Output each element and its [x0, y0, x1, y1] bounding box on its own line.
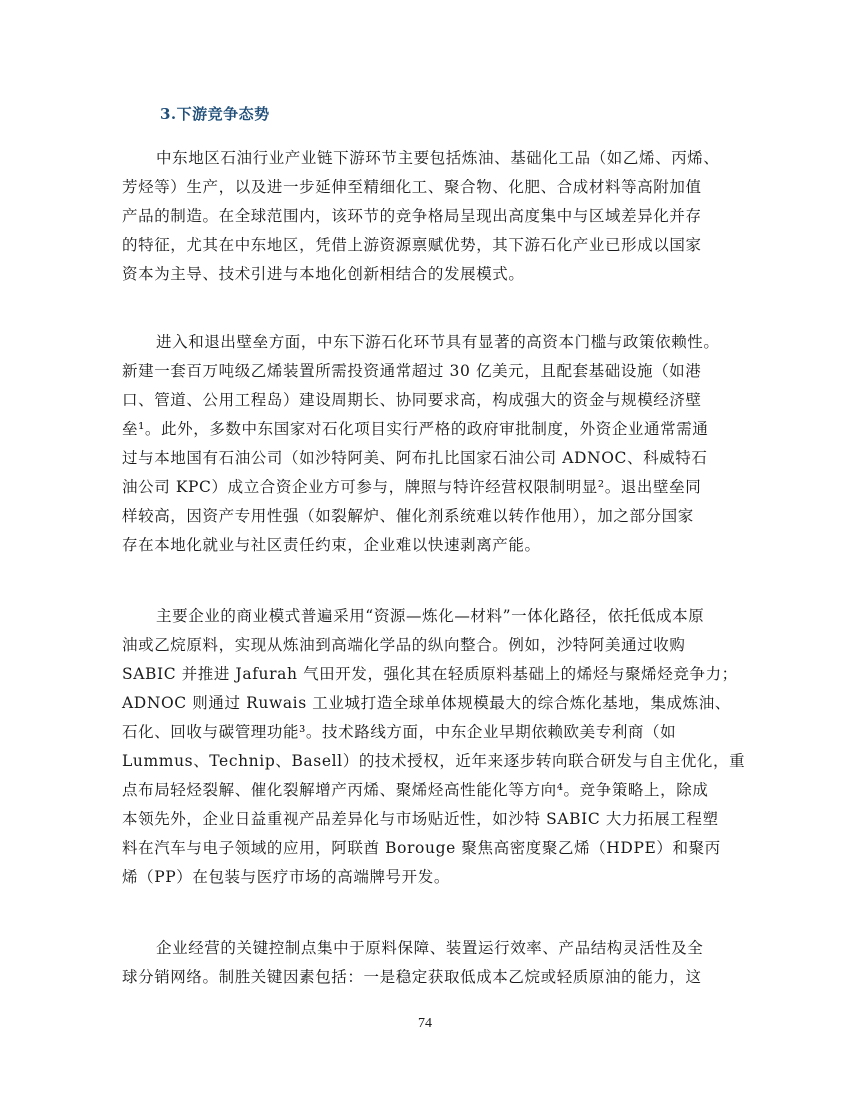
- section-heading: 3.下游竞争态势: [160, 105, 270, 123]
- paragraph-line: 球分销网络。制胜关键因素包括：一是稳定获取低成本乙烷或轻质原油的能力，这: [122, 968, 702, 986]
- paragraph-line: Lummus、Technip、Basell）的技术授权，近年来逐步转向联合研发与自主优化，重: [122, 752, 746, 770]
- paragraph-line: 过与本地国有石油公司（如沙特阿美、阿布扎比国家石油公司 ADNOC、科威特石: [122, 449, 708, 467]
- paragraph-line: 石化、回收与碳管理功能³。技术路线方面，中东企业早期依赖欧美专利商（如: [122, 723, 677, 741]
- paragraph-4: [122, 934, 742, 992]
- paragraph-line: 企业经营的关键控制点集中于原料保障、装置运行效率、产品结构灵活性及全: [156, 939, 704, 957]
- page-number: 74: [418, 1016, 432, 1031]
- paragraph-2: [122, 328, 742, 560]
- paragraph-line: 芳烃等）生产，以及进一步延伸至精细化工、聚合物、化肥、合成材料等高附加值: [122, 178, 702, 196]
- paragraph-line: 油公司 KPC）成立合资企业方可参与，牌照与特许经营权限制明显²。退出壁垒同: [122, 478, 702, 496]
- paragraph-line: 口、管道、公用工程岛）建设周期长、协同要求高，构成强大的资金与规模经济壁: [122, 391, 702, 409]
- paragraph-line: 本领先外，企业日益重视产品差异化与市场贴近性，如沙特 SABIC 大力拓展工程塑: [122, 810, 719, 828]
- paragraph-line: 样较高，因资产专用性强（如裂解炉、催化剂系统难以转作他用），加之部分国家: [122, 507, 694, 525]
- paragraph-line: ADNOC 则通过 Ruwais 工业城打造全球单体规模最大的综合炼化基地，集成炼油、: [122, 694, 731, 712]
- paragraph-line: 新建一套百万吨级乙烯装置所需投资通常超过 30 亿美元，且配套基础设施（如港: [122, 362, 702, 380]
- paragraph-line: 烯（PP）在包装与医疗市场的高端牌号开发。: [122, 868, 450, 886]
- paragraph-1: [122, 144, 742, 289]
- paragraph-line: 产品的制造。在全球范围内，该环节的竞争格局呈现出高度集中与区域差异化并存: [122, 207, 702, 225]
- paragraph-line: 资本为主导、技术引进与本地化创新相结合的发展模式。: [122, 265, 525, 283]
- paragraph-line: 的特征，尤其在中东地区，凭借上游资源禀赋优势，其下游石化产业已形成以国家: [122, 236, 702, 254]
- paragraph-line: SABIC 并推进 Jafurah 气田开发，强化其在轻质原料基础上的烯烃与聚烯烃竞争力；: [122, 665, 738, 683]
- paragraph-line: 进入和退出壁垒方面，中东下游石化环节具有显著的高资本门槛与政策依赖性。: [156, 333, 720, 351]
- paragraph-line: 油或乙烷原料，实现从炼油到高端化学品的纵向整合。例如，沙特阿美通过收购: [122, 636, 686, 654]
- paragraph-3: [122, 602, 746, 892]
- paragraph-line: 中东地区石油行业产业链下游环节主要包括炼油、基础化工品（如乙烯、丙烯、: [156, 149, 720, 167]
- paragraph-line: 料在汽车与电子领域的应用，阿联酋 Borouge 聚焦高密度聚乙烯（HDPE）和聚丙: [122, 839, 721, 857]
- paragraph-line: 存在本地化就业与社区责任约束，企业难以快速剥离产能。: [122, 536, 541, 554]
- paragraph-line: 主要企业的商业模式普遍采用“资源—炼化—材料”一体化路径，依托低成本原: [156, 607, 705, 625]
- paragraph-line: 垒¹。此外，多数中东国家对石化项目实行严格的政府审批制度，外资企业通常需通: [122, 420, 709, 438]
- paragraph-line: 点布局轻烃裂解、催化裂解增产丙烯、聚烯烃高性能化等方向⁴。竞争策略上，除成: [122, 781, 709, 799]
